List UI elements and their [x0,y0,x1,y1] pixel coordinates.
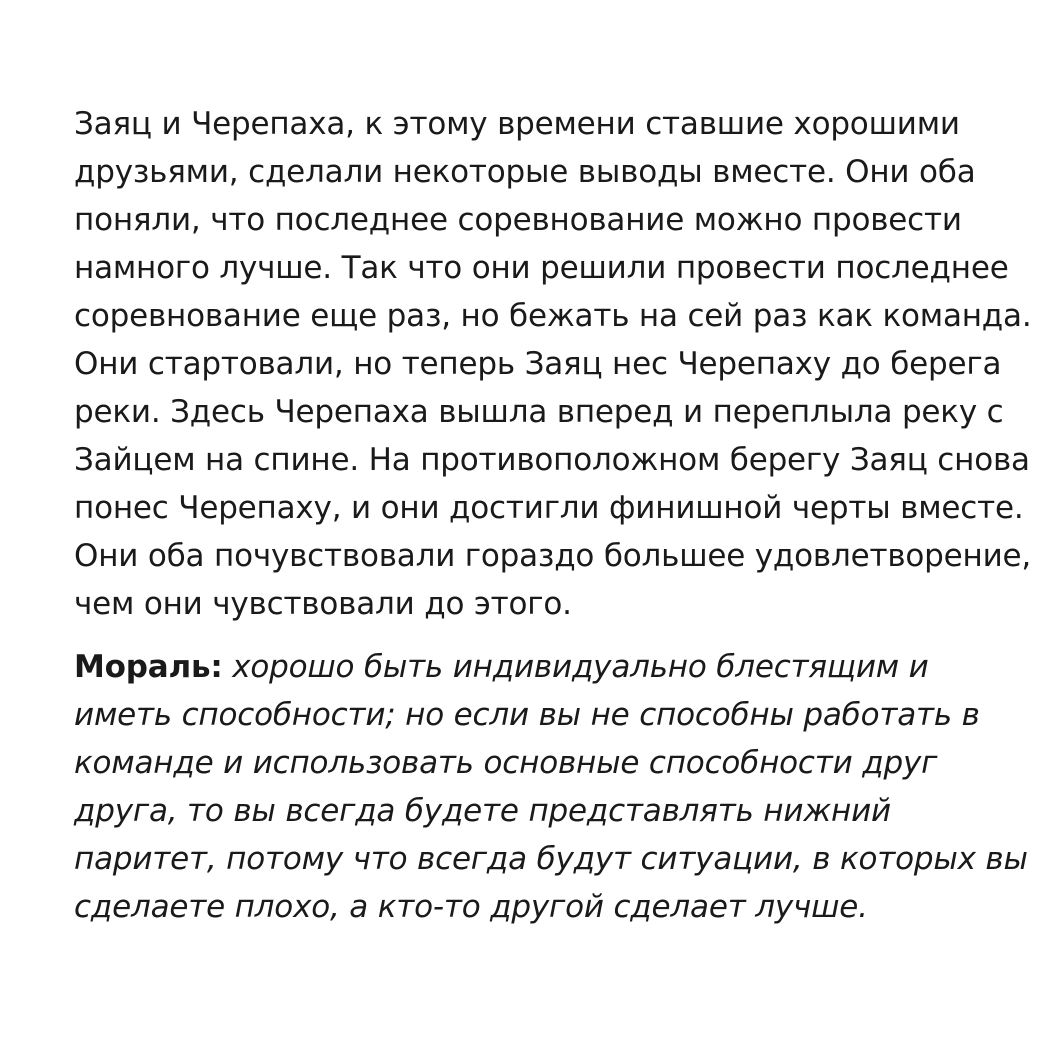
story-paragraph: Заяц и Черепаха, к этому времени ставшие хорошими друзьями, сделали некоторые выводы вместе. Они оба поняли, что последнее соревнование можно провести намного лучше. Так что они решили провести последнее соревнование еще раз, но бежать на сей раз как команда. Они стартовали, но теперь Заяц нес Черепаху до берега реки. Здесь Черепаха вышла вперед и переплыла реку с Зайцем на спине. На противоположном берегу Заяц снова понес Черепаху, и они достигли финишной черты вместе. Они оба почувствовали гораздо большее удовлетворение, чем они чувствовали до этого. [74,106,1032,622]
moral-paragraph [74,643,1034,931]
document-body [74,100,1034,931]
moral-label: Мораль: [74,649,223,685]
moral-text: хорошо быть индивидуально блестящим и иметь способности; но если вы не способны работать в команде и использовать основные способности друг друга, то вы всегда будете представлять нижний паритет, потому что всегда будут ситуации, в которых вы сделаете плохо, а кто-то другой сделает лучше. [74,649,1028,925]
